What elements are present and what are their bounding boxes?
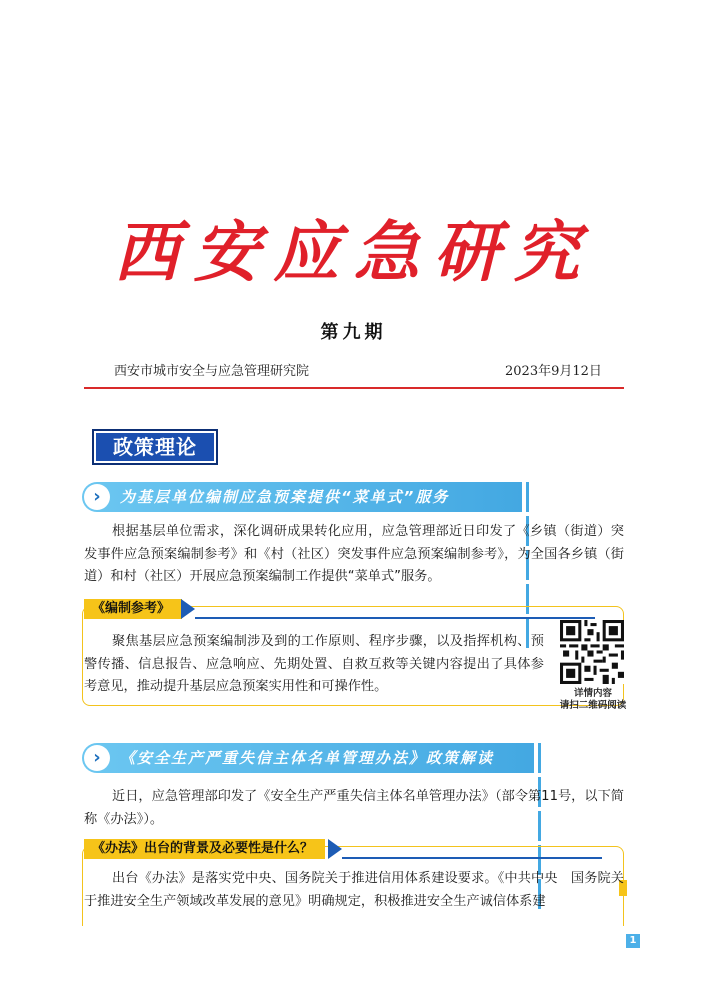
organization-name: 西安市城市安全与应急管理研究院 [114,364,310,379]
box-tag-line [195,617,595,619]
issue-number: 第九期 [320,322,387,343]
article2-box-tag: 《办法》出台的背景及必要性是什么？ [84,839,325,859]
box-tag-triangle [181,599,195,619]
qr-caption: 详情内容 请扫二维码阅读 [559,688,627,711]
article2-box-body: 出台《办法》是落实党中央、国务院关于推进信用体系建设要求。《中共中央 国务院关于推进安全生产领域改革发展的意见》明确规定，积极推进安全生产诚信体系建 [84,871,624,909]
headline-stripes [526,482,532,512]
header-divider [84,387,624,389]
box-tag-line [342,857,602,859]
article1-box-tag: 《编制参考》 [84,599,182,619]
publish-date: 2023年9月12日 [505,364,602,379]
headline-stripes [538,743,544,773]
qr-code-icon [560,620,624,684]
article1-box-body: 聚焦基层应急预案编制涉及到的工作原则、程序步骤，以及指挥机构、预警传播、信息报告、应急响应、先期处置、自救互救等关键内容提出了具体参考意见，推动提升基层应急预案实用性和可操作性。 [84,634,544,694]
box-tag-triangle [328,839,342,859]
section-tag [92,429,218,465]
article1-headline: 为基层单位编制应急预案提供“菜单式”服务 [120,488,450,506]
article1-body: 根据基层单位需求，深化调研成果转化应用，应急管理部近日印发了《乡镇（街道）突发事件应急预案编制参考》和《村（社区）突发事件应急预案编制参考》，为全国各乡镇（街道）和村（社区）开展应急预案编制工作提供“菜单式”服务。 [84,524,624,584]
article2-body: 近日，应急管理部印发了《安全生产严重失信主体名单管理办法》（部令第11号，以下简称《办法》）。 [84,789,624,827]
article1-headline-bar [82,482,522,512]
chevron-right-icon: › [84,484,110,510]
page-number: 1 [626,934,640,948]
section-tag-label: 政策理论 [113,435,197,459]
masthead-title: 西安应急研究 [113,213,594,291]
article2-headline-bar [82,743,534,773]
article2-headline: 《安全生产严重失信主体名单管理办法》政策解读 [120,749,495,767]
chevron-right-icon: › [84,745,110,771]
